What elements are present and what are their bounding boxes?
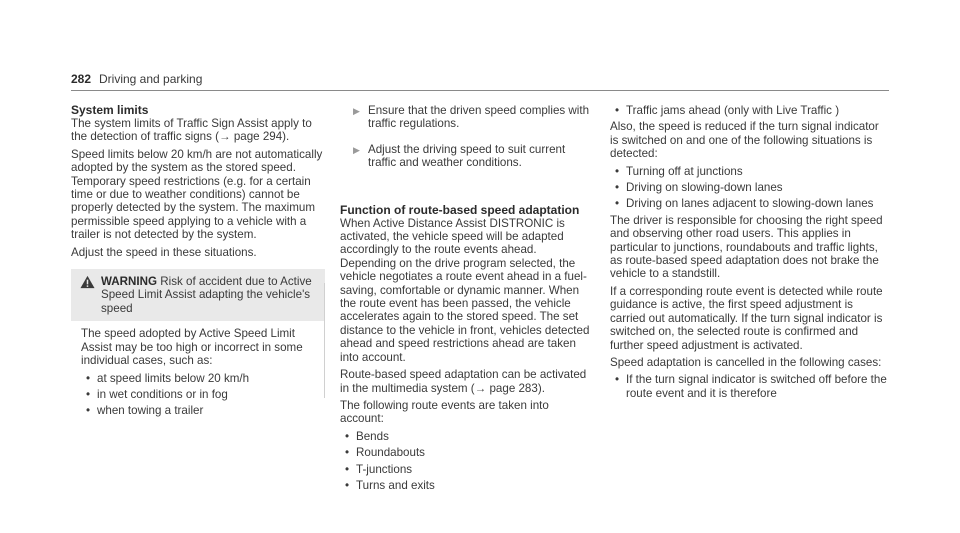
paragraph: Adjust the speed in these situations.	[71, 245, 257, 259]
warning-label: WARNING	[101, 275, 158, 289]
warning-body	[71, 321, 325, 426]
list-item: • in wet conditions or in fog	[86, 387, 228, 401]
paragraph: Speed limits below 20 km/h are not automatically adopted by the system as the stored speed. Temporary speed restrictions (e.g. for a certain time or due to weather conditions) cannot be properly detected by the system. The maximum permissible speed applying to a vehicle with a trailer is not detected by the system.	[71, 147, 323, 242]
route-events-list-cont	[610, 104, 890, 117]
list-item: ▶ Adjust the driving speed to suit current traffic and weather conditions.	[353, 142, 566, 170]
column-2	[340, 104, 595, 495]
column-1	[71, 104, 325, 427]
paragraph: Speed adaptation is cancelled in the following cases:	[610, 355, 882, 369]
list-item: • If the turn signal indicator is switched off before the route event and it is therefore	[615, 373, 887, 400]
step-list	[340, 104, 595, 170]
paragraph: Route-based speed adaptation can be activated in the multimedia system (→ page 283).	[340, 368, 587, 395]
route-events-list	[340, 430, 595, 493]
heading-system-limits: System limits	[71, 103, 149, 117]
warning-heading: Risk of accident due to Active Speed Limit Assist adapting the vehicle's speed	[101, 275, 312, 315]
situations-list	[610, 165, 890, 211]
warning-header	[71, 269, 325, 321]
list-item: • Traffic jams ahead (only with Live Traffic )	[615, 104, 840, 117]
column-divider	[324, 283, 325, 398]
list-item: • when towing a trailer	[86, 404, 204, 418]
list-item: • Driving on lanes adjacent to slowing-down lanes	[615, 197, 874, 211]
paragraph: The system limits of Traffic Sign Assist apply to the detection of traffic signs (→ page 294).	[71, 117, 312, 144]
paragraph: If a corresponding route event is detected while route guidance is active, the first speed adjustment is carried out automatically. If the turn signal indicator is switched on, the selected route is confirmed and further speed adjustment is activated.	[610, 284, 883, 352]
list-item: • Roundabouts	[345, 446, 425, 460]
list-item: • Turning off at junctions	[615, 164, 743, 178]
heading-route-based-speed: Function of route-based speed adaptation	[340, 202, 580, 217]
list-item: • Bends	[345, 429, 389, 443]
paragraph: The driver is responsible for choosing the right speed and observing other road users. This applies in particular to junctions, roundabouts and traffic lights, as route-based speed adaptation does not brake the vehicle to a standstill.	[610, 213, 883, 281]
cancel-cases-list	[610, 373, 890, 400]
warning-triangle-icon	[80, 275, 95, 289]
paragraph: The following route events are taken into account:	[340, 398, 549, 426]
page-header	[71, 73, 889, 91]
step-arrow-icon: ▶	[353, 106, 360, 116]
paragraph: The speed adopted by Active Speed Limit Assist may be too high or incorrect in some individual cases, such as:	[81, 327, 303, 368]
page-number: 282	[71, 72, 92, 86]
warning-list	[81, 372, 319, 418]
list-item: • T-junctions	[345, 462, 413, 476]
list-item: • Driving on slowing-down lanes	[615, 181, 783, 195]
section-title: Driving and parking	[99, 72, 203, 86]
header-rule	[71, 90, 889, 91]
list-item: ▶ Ensure that the driven speed complies with traffic regulations.	[353, 104, 590, 131]
list-item: • Turns and exits	[345, 478, 435, 492]
column-3	[610, 104, 890, 403]
paragraph: Also, the speed is reduced if the turn signal indicator is switched on and one of the following situations is detected:	[610, 120, 879, 161]
step-arrow-icon: ▶	[353, 144, 360, 155]
list-item: • at speed limits below 20 km/h	[86, 371, 250, 385]
paragraph: When Active Distance Assist DISTRONIC is activated, the vehicle speed will be adapted accordingly to the route events ahead. Depending on the drive program selected, the vehicle negotiates a route event ahead in a fuel-saving, comfortable or dynamic manner. When the route event has been passed, the vehicle accelerates again to the stored speed. The set distance to the vehicle in front, vehicles detected ahead and speed restrictions ahead are taken into account.	[340, 216, 590, 364]
